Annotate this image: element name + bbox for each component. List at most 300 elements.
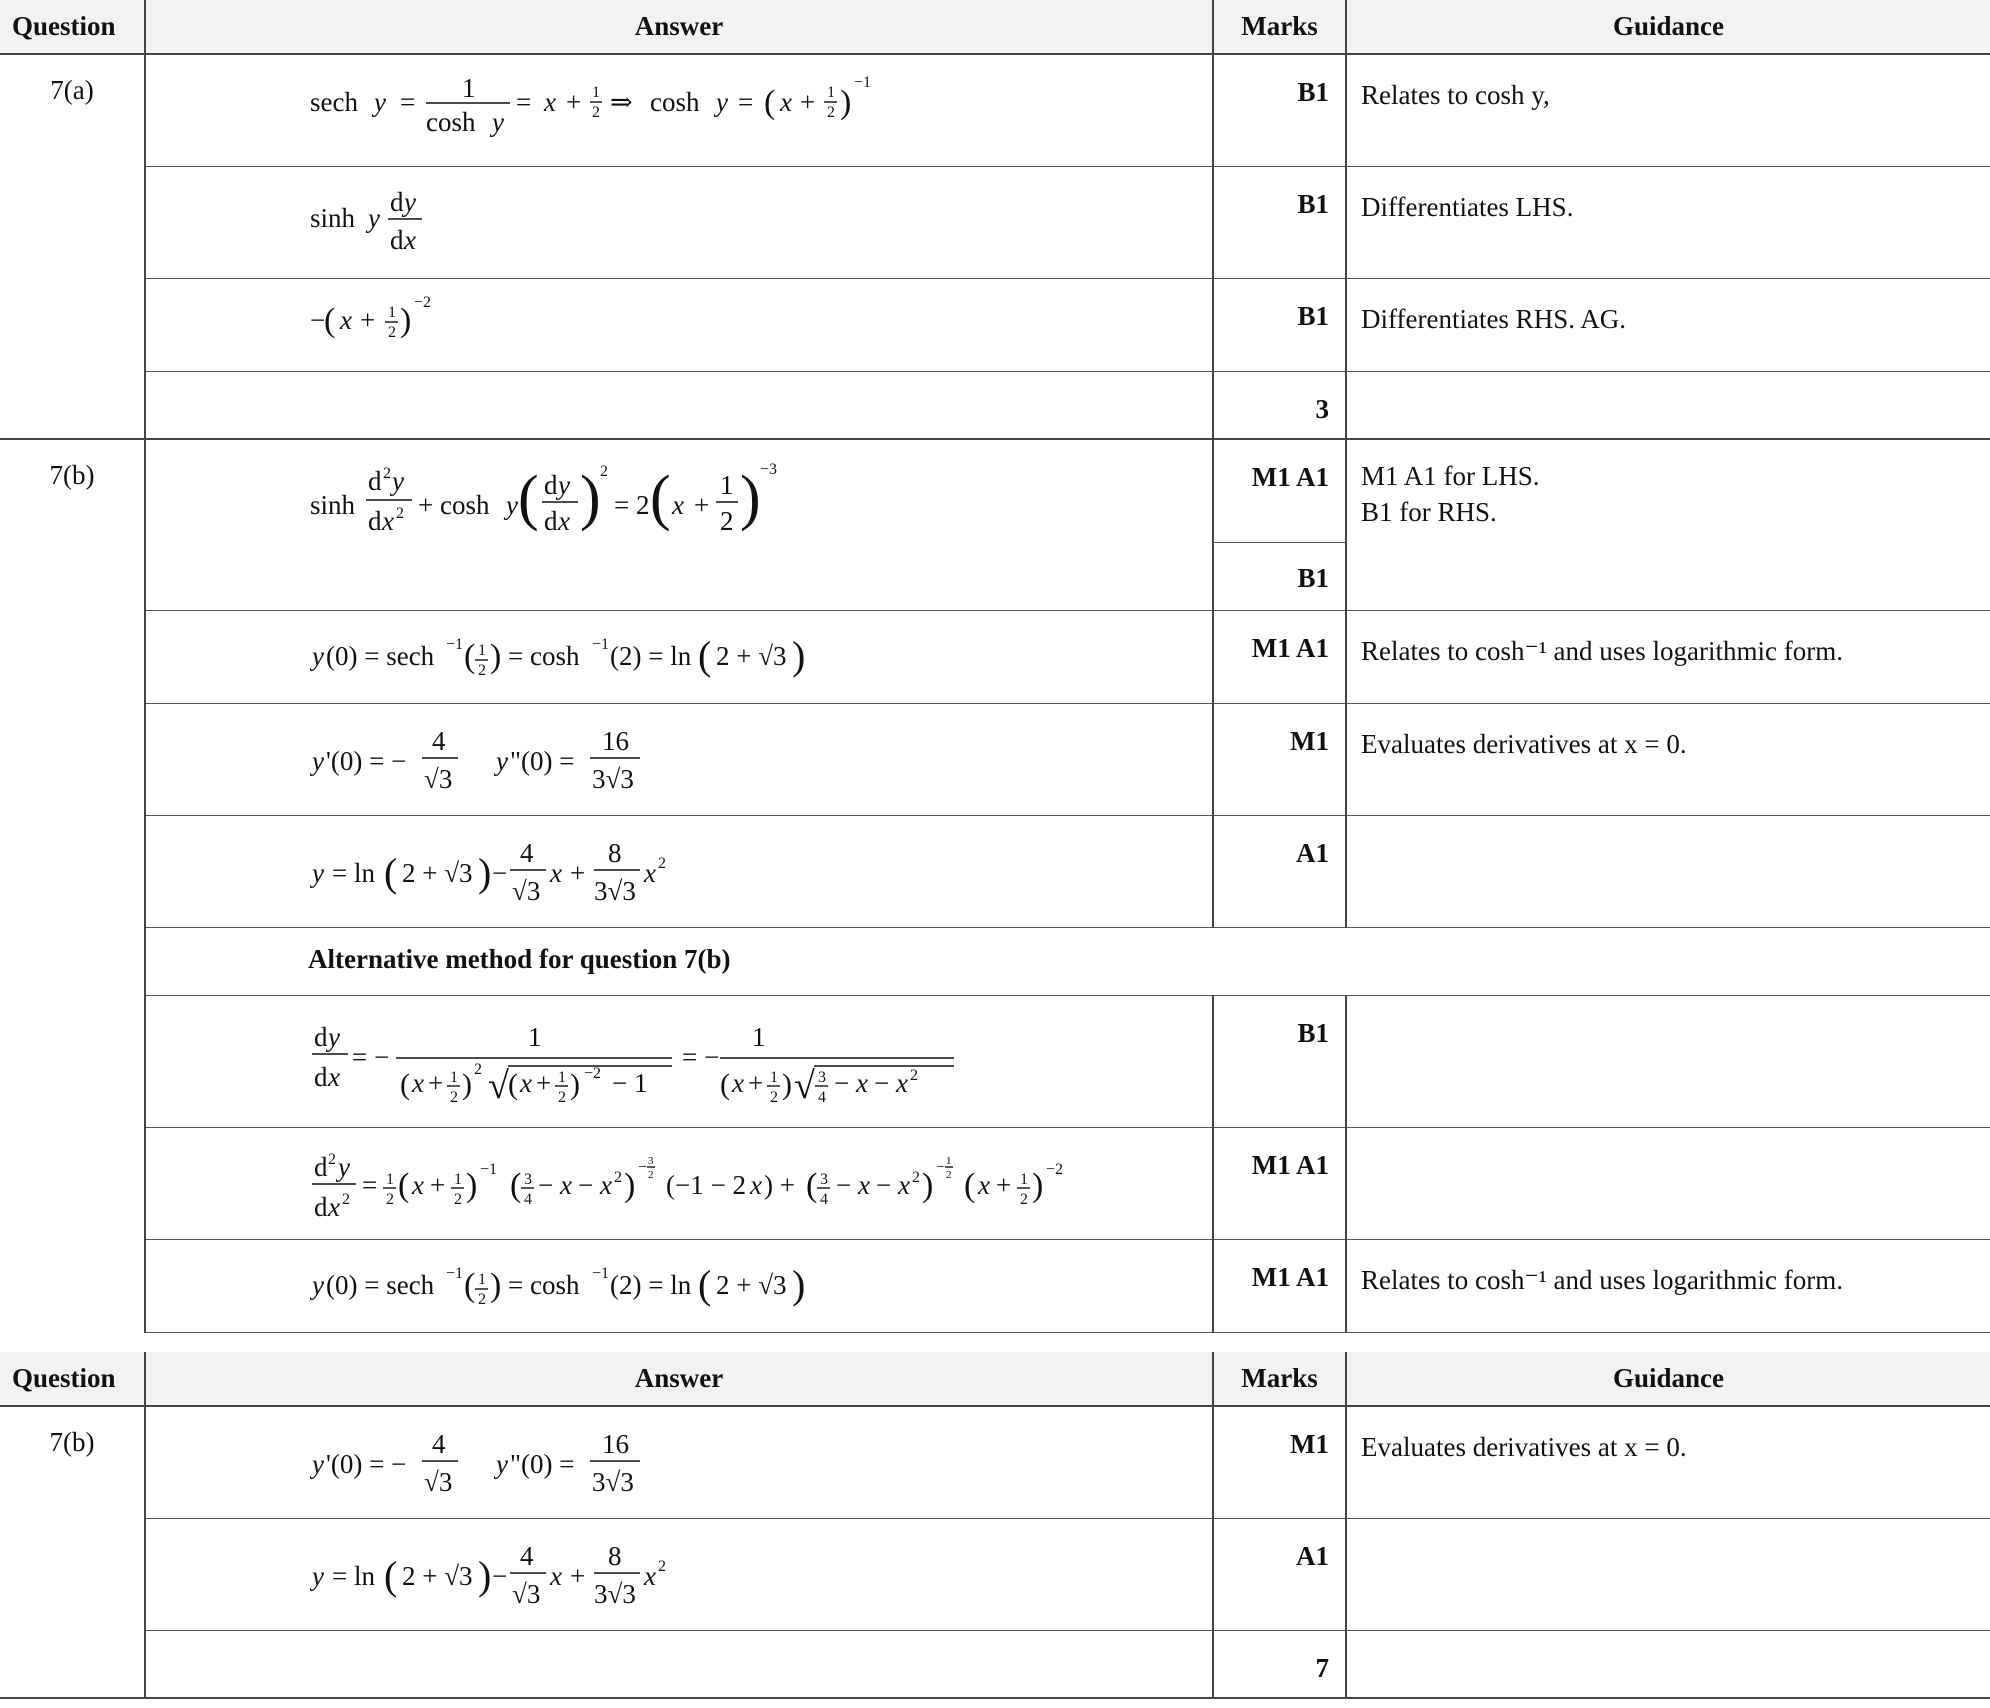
- svg-text:(0) = sech: (0) = sech: [326, 640, 435, 671]
- svg-text:2: 2: [454, 1190, 462, 1208]
- svg-text:1: 1: [454, 1170, 462, 1188]
- svg-text:−: −: [834, 1067, 850, 1098]
- marks-cell: B1: [1213, 166, 1346, 278]
- svg-text:1: 1: [558, 1068, 566, 1086]
- svg-text:2: 2: [558, 1088, 566, 1106]
- svg-text:4: 4: [520, 837, 534, 868]
- header-row: [0, 1352, 1990, 1406]
- svg-text:1: 1: [592, 84, 600, 101]
- svg-text:2: 2: [827, 104, 835, 121]
- svg-text:'(0) = −: '(0) = −: [326, 1449, 407, 1479]
- marks-cell: M1 A1: [1213, 1127, 1346, 1239]
- svg-text:(: (: [384, 1552, 398, 1598]
- row-7b-1: [0, 439, 1990, 542]
- svg-text:x: x: [856, 1067, 868, 1098]
- svg-text:+: +: [536, 1067, 552, 1098]
- svg-text:sech: sech: [310, 87, 358, 117]
- guidance-cell: Evaluates derivatives at x = 0.: [1346, 1406, 1990, 1518]
- svg-text:y: y: [312, 1269, 324, 1300]
- svg-text:x: x: [412, 1169, 424, 1200]
- row-7b-3: [0, 703, 1990, 815]
- svg-text:16: 16: [602, 725, 629, 756]
- svg-text:√: √: [488, 1064, 509, 1107]
- math-expression: [310, 177, 610, 257]
- svg-text:1: 1: [478, 1270, 486, 1288]
- svg-text:x: x: [780, 87, 792, 117]
- svg-text:cosh: cosh: [426, 107, 476, 137]
- svg-text:y: y: [558, 470, 570, 500]
- svg-text:√3: √3: [512, 875, 541, 906]
- answer-cell: [145, 1406, 1213, 1518]
- svg-text:(: (: [324, 301, 336, 339]
- guidance-cell: Relates to cosh⁻¹ and uses logarithmic form.: [1346, 610, 1990, 703]
- svg-text:y: y: [506, 490, 518, 520]
- math-expression: [310, 1529, 770, 1619]
- answer-cell: [145, 1518, 1213, 1630]
- svg-text:−: −: [638, 1158, 648, 1176]
- svg-text:16: 16: [602, 1429, 629, 1459]
- svg-text:): ): [1032, 1166, 1044, 1204]
- svg-text:d: d: [544, 506, 558, 536]
- svg-text:−1: −1: [592, 635, 610, 653]
- row-7a-2: [0, 166, 1990, 278]
- answer-cell: [145, 1127, 1213, 1239]
- svg-text:'(0) = −: '(0) = −: [326, 745, 407, 776]
- svg-text:=: =: [738, 87, 754, 117]
- svg-text:x: x: [898, 1169, 910, 1200]
- svg-text:3√3: 3√3: [594, 1578, 636, 1609]
- svg-text:2: 2: [658, 1557, 666, 1575]
- svg-text:−1: −1: [446, 635, 464, 653]
- svg-text:1: 1: [1020, 1170, 1028, 1188]
- svg-text:⇒: ⇒: [610, 87, 633, 117]
- svg-text:y: y: [374, 87, 386, 117]
- svg-text:y: y: [312, 1449, 324, 1479]
- question-label-7a: 7(a): [0, 54, 145, 439]
- svg-text:+: +: [570, 857, 586, 888]
- svg-text:−3: −3: [760, 461, 778, 478]
- svg-text:1: 1: [827, 84, 835, 101]
- svg-text:x: x: [896, 1067, 908, 1098]
- svg-text:y: y: [312, 745, 324, 776]
- svg-text:x: x: [340, 304, 352, 335]
- guidance-cell: Differentiates RHS. AG.: [1346, 278, 1990, 371]
- marks-cell: M1: [1213, 703, 1346, 815]
- svg-text:−1: −1: [592, 1264, 610, 1282]
- svg-text:+: +: [360, 304, 376, 335]
- svg-text:2: 2: [648, 1168, 654, 1181]
- row-7a-total: [0, 371, 1990, 439]
- marks-cell: M1 A1: [1213, 439, 1346, 542]
- svg-text:3√3: 3√3: [592, 1467, 634, 1497]
- svg-text:y: y: [716, 87, 728, 117]
- svg-text:1: 1: [720, 470, 734, 500]
- svg-text:): ): [570, 1067, 580, 1101]
- svg-text:2: 2: [636, 490, 650, 520]
- svg-text:8: 8: [608, 837, 622, 868]
- svg-text:x: x: [600, 1169, 612, 1200]
- header-question: Question: [0, 0, 145, 54]
- svg-text:2 + √3: 2 + √3: [716, 1269, 787, 1300]
- svg-text:x: x: [404, 224, 416, 255]
- svg-text:"(0) =: "(0) =: [510, 1449, 575, 1479]
- svg-text:): ): [792, 632, 806, 678]
- marks-cell: M1 A1: [1213, 610, 1346, 703]
- guidance-cell: Differentiates LHS.: [1346, 166, 1990, 278]
- svg-text:(: (: [650, 464, 671, 532]
- marks-cell: B1: [1213, 995, 1346, 1127]
- guidance-cell: Relates to cosh y,: [1346, 54, 1990, 166]
- guidance-cell: [1346, 1630, 1990, 1698]
- svg-text:x: x: [412, 1067, 424, 1098]
- svg-text:x: x: [382, 506, 394, 536]
- svg-text:): ): [462, 1067, 472, 1101]
- svg-text:x: x: [328, 1191, 340, 1222]
- svg-text:(: (: [518, 464, 539, 532]
- answer-cell: [145, 610, 1213, 703]
- svg-text:2: 2: [383, 465, 391, 482]
- svg-text:x: x: [550, 1560, 562, 1591]
- svg-text:(2) = ln: (2) = ln: [610, 640, 692, 671]
- guidance-cell: [1346, 439, 1990, 610]
- svg-text:y: y: [492, 107, 504, 137]
- svg-text:√3: √3: [424, 1467, 453, 1497]
- row-alt-heading: [0, 927, 1990, 995]
- svg-text:d: d: [390, 224, 404, 255]
- row-7b-cont-2: [0, 1518, 1990, 1630]
- svg-text:8: 8: [608, 1540, 622, 1571]
- svg-text:d: d: [314, 1061, 328, 1092]
- svg-text:2: 2: [614, 1168, 622, 1186]
- alternative-method-heading: Alternative method for question 7(b): [145, 927, 1990, 995]
- svg-text:d: d: [544, 470, 558, 500]
- svg-text:+: +: [694, 490, 710, 520]
- svg-text:): ): [782, 1067, 792, 1101]
- svg-text:= cosh: = cosh: [508, 1269, 580, 1300]
- svg-text:2: 2: [720, 506, 734, 536]
- svg-text:4: 4: [524, 1190, 532, 1208]
- svg-text:x: x: [558, 506, 570, 536]
- svg-text:x: x: [644, 857, 656, 888]
- svg-text:1: 1: [386, 1170, 394, 1188]
- svg-text:2 + √3: 2 + √3: [716, 640, 787, 671]
- svg-text:−: −: [876, 1169, 892, 1200]
- math-expression: [310, 1006, 990, 1116]
- header-answer: Answer: [145, 1352, 1213, 1406]
- svg-text:+: +: [748, 1067, 764, 1098]
- svg-text:√: √: [794, 1064, 815, 1107]
- svg-text:y: y: [328, 1021, 340, 1052]
- svg-text:4: 4: [432, 1429, 446, 1459]
- svg-text:2: 2: [600, 463, 608, 480]
- svg-text:3: 3: [648, 1154, 654, 1167]
- svg-text:cosh: cosh: [650, 87, 700, 117]
- svg-text:= ln: = ln: [332, 857, 375, 888]
- guidance-cell: Relates to cosh⁻¹ and uses logarithmic form.: [1346, 1239, 1990, 1332]
- svg-text:(2) = ln: (2) = ln: [610, 1269, 692, 1300]
- svg-text:2: 2: [388, 323, 396, 341]
- answer-cell: [145, 815, 1213, 927]
- svg-text:) +: ) +: [764, 1169, 795, 1200]
- answer-cell: [145, 278, 1213, 371]
- svg-text:): ): [478, 849, 492, 895]
- svg-text:(: (: [384, 849, 398, 895]
- svg-text:2: 2: [658, 854, 666, 872]
- svg-text:): ): [624, 1166, 636, 1204]
- svg-text:√3: √3: [424, 763, 453, 794]
- header-question: Question: [0, 1352, 145, 1406]
- svg-text:x: x: [858, 1169, 870, 1200]
- mark-scheme-table-2: [0, 1352, 1990, 1699]
- svg-text:): ): [490, 637, 502, 675]
- svg-text:x: x: [978, 1169, 990, 1200]
- svg-text:−: −: [874, 1067, 890, 1098]
- marks-cell: B1: [1213, 54, 1346, 166]
- math-expression: [310, 289, 610, 349]
- svg-text:+: +: [996, 1169, 1012, 1200]
- marks-total: 7: [1213, 1630, 1346, 1698]
- svg-text:1: 1: [388, 303, 396, 321]
- guidance-cell: [1346, 1518, 1990, 1630]
- svg-text:2: 2: [910, 1066, 918, 1084]
- svg-text:y: y: [496, 1449, 508, 1479]
- svg-text:d: d: [314, 1151, 328, 1182]
- svg-text:1: 1: [752, 1021, 766, 1052]
- svg-text:3: 3: [524, 1170, 532, 1188]
- svg-text:−: −: [578, 1169, 594, 1200]
- svg-text:= ln: = ln: [332, 1560, 375, 1591]
- svg-text:−1: −1: [446, 1264, 464, 1282]
- question-label-7b-cont: 7(b): [0, 1406, 145, 1698]
- svg-text:1: 1: [770, 1068, 778, 1086]
- svg-text:=: =: [614, 490, 630, 520]
- svg-text:): ): [792, 1261, 806, 1307]
- question-label-7b: 7(b): [0, 439, 145, 1332]
- svg-text:d: d: [314, 1021, 328, 1052]
- svg-text:x: x: [544, 87, 556, 117]
- svg-text:(: (: [464, 1266, 476, 1304]
- svg-text:= −: = −: [352, 1041, 390, 1072]
- svg-text:y: y: [392, 466, 404, 496]
- guidance-line: M1 A1 for LHS.: [1361, 461, 1540, 491]
- svg-text:2 + √3: 2 + √3: [402, 1560, 473, 1591]
- svg-text:(: (: [508, 1067, 518, 1101]
- svg-text:sinh: sinh: [310, 202, 356, 233]
- guidance-cell: [1346, 995, 1990, 1127]
- answer-cell: [145, 166, 1213, 278]
- row-alt-3: [0, 1239, 1990, 1332]
- header-marks: Marks: [1213, 0, 1346, 54]
- answer-cell: [145, 54, 1213, 166]
- svg-text:1: 1: [462, 73, 476, 103]
- svg-text:y: y: [404, 186, 416, 217]
- svg-text:cosh: cosh: [440, 490, 490, 520]
- row-alt-1: [0, 995, 1990, 1127]
- header-answer: Answer: [145, 0, 1213, 54]
- svg-text:=: =: [362, 1169, 378, 1200]
- row-7b-total: [0, 1630, 1990, 1698]
- svg-text:2: 2: [474, 1060, 482, 1078]
- guidance-cell: Evaluates derivatives at x = 0.: [1346, 703, 1990, 815]
- svg-text:+: +: [430, 1169, 446, 1200]
- svg-text:"(0) =: "(0) =: [510, 745, 575, 776]
- row-7a-1: [0, 54, 1990, 166]
- svg-text:4: 4: [432, 725, 446, 756]
- svg-text:): ): [840, 84, 852, 121]
- svg-text:y: y: [368, 202, 380, 233]
- svg-text:y: y: [312, 640, 324, 671]
- svg-text:=: =: [400, 87, 416, 117]
- svg-text:+: +: [566, 87, 582, 117]
- svg-text:+: +: [800, 87, 816, 117]
- row-7a-3: [0, 278, 1990, 371]
- svg-text:): ): [478, 1552, 492, 1598]
- svg-text:+: +: [418, 490, 434, 520]
- guidance-cell: [1346, 1127, 1990, 1239]
- row-alt-2: [0, 1127, 1990, 1239]
- header-guidance: Guidance: [1346, 1352, 1990, 1406]
- svg-text:+: +: [570, 1560, 586, 1591]
- svg-text:(: (: [806, 1166, 818, 1204]
- marks-cell: M1: [1213, 1406, 1346, 1518]
- math-expression: [146, 67, 872, 137]
- svg-text:4: 4: [820, 1190, 828, 1208]
- svg-text:−: −: [936, 1158, 946, 1176]
- svg-text:2: 2: [912, 1168, 920, 1186]
- svg-text:2: 2: [450, 1088, 458, 1106]
- svg-text:d: d: [390, 186, 404, 217]
- svg-text:2: 2: [328, 1150, 336, 1168]
- svg-text:d: d: [368, 506, 382, 536]
- svg-text:(: (: [720, 1067, 730, 1101]
- answer-cell: [145, 703, 1213, 815]
- svg-text:(0) = sech: (0) = sech: [326, 1269, 435, 1300]
- svg-text:3√3: 3√3: [592, 763, 634, 794]
- marks-cell: M1 A1: [1213, 1239, 1346, 1332]
- math-expression: [310, 1254, 870, 1314]
- guidance-line: B1 for RHS.: [1361, 497, 1497, 527]
- svg-text:3√3: 3√3: [594, 875, 636, 906]
- svg-text:−: −: [492, 857, 508, 888]
- svg-text:d: d: [314, 1191, 328, 1222]
- marks-cell: A1: [1213, 815, 1346, 927]
- svg-text:): ): [922, 1166, 934, 1204]
- svg-text:sinh: sinh: [310, 490, 356, 520]
- svg-text:−1: −1: [480, 1160, 498, 1178]
- svg-text:y: y: [496, 745, 508, 776]
- row-7b-cont-1: [0, 1406, 1990, 1518]
- svg-text:x: x: [328, 1061, 340, 1092]
- math-expression: [310, 625, 870, 685]
- svg-text:x: x: [732, 1067, 744, 1098]
- svg-text:= cosh: = cosh: [508, 640, 580, 671]
- svg-text:2: 2: [478, 1290, 486, 1308]
- answer-cell: [145, 1630, 1213, 1698]
- svg-text:1: 1: [478, 641, 486, 659]
- svg-text:−: −: [492, 1560, 508, 1591]
- svg-text:y: y: [338, 1151, 350, 1182]
- answer-cell: [145, 1239, 1213, 1332]
- svg-text:): ): [466, 1166, 478, 1204]
- row-7b-2: [0, 610, 1990, 703]
- svg-text:x: x: [560, 1169, 572, 1200]
- math-expression: [310, 1138, 1110, 1228]
- svg-text:1: 1: [528, 1021, 542, 1052]
- svg-text:): ): [490, 1266, 502, 1304]
- svg-text:(: (: [398, 1166, 410, 1204]
- guidance-cell: [1346, 815, 1990, 927]
- svg-text:1: 1: [946, 1154, 952, 1167]
- svg-text:): ): [580, 464, 601, 532]
- svg-text:2: 2: [342, 1190, 350, 1208]
- marks-total: 3: [1213, 371, 1346, 439]
- svg-text:(: (: [698, 1261, 712, 1307]
- svg-text:2: 2: [770, 1088, 778, 1106]
- svg-text:y: y: [312, 857, 324, 888]
- guidance-cell: [1346, 371, 1990, 439]
- svg-text:4: 4: [818, 1088, 826, 1106]
- svg-text:(−1 − 2: (−1 − 2: [666, 1169, 746, 1200]
- marks-cell: B1: [1213, 542, 1346, 610]
- math-expression: [310, 714, 710, 804]
- svg-text:−2: −2: [584, 1064, 602, 1082]
- svg-text:2 + √3: 2 + √3: [402, 857, 473, 888]
- svg-text:−2: −2: [1046, 1160, 1064, 1178]
- svg-text:4: 4: [520, 1540, 534, 1571]
- svg-text:x: x: [520, 1067, 532, 1098]
- svg-text:2: 2: [1020, 1190, 1028, 1208]
- svg-text:): ): [740, 464, 761, 532]
- svg-text:(: (: [964, 1166, 976, 1204]
- answer-cell: [145, 371, 1213, 439]
- math-expression: [310, 826, 770, 916]
- svg-text:=: =: [516, 87, 532, 117]
- svg-text:2: 2: [478, 661, 486, 679]
- svg-text:x: x: [550, 857, 562, 888]
- svg-text:y: y: [312, 1560, 324, 1591]
- svg-text:): ): [400, 301, 412, 339]
- svg-text:+: +: [428, 1067, 444, 1098]
- svg-text:2: 2: [386, 1190, 394, 1208]
- header-guidance: Guidance: [1346, 0, 1990, 54]
- header-row: [0, 0, 1990, 54]
- svg-text:(: (: [464, 637, 476, 675]
- svg-text:− 1: − 1: [612, 1067, 648, 1098]
- svg-text:(: (: [400, 1067, 410, 1101]
- header-marks: Marks: [1213, 1352, 1346, 1406]
- answer-cell: [145, 995, 1213, 1127]
- svg-text:d: d: [368, 466, 382, 496]
- svg-text:x: x: [644, 1560, 656, 1591]
- svg-text:(: (: [698, 632, 712, 678]
- row-7b-4: [0, 815, 1990, 927]
- svg-text:1: 1: [450, 1068, 458, 1086]
- svg-text:x: x: [750, 1169, 762, 1200]
- svg-text:2: 2: [946, 1168, 952, 1181]
- svg-text:(: (: [764, 84, 776, 121]
- marks-cell: A1: [1213, 1518, 1346, 1630]
- math-expression: [310, 450, 870, 560]
- svg-text:√3: √3: [512, 1578, 541, 1609]
- svg-text:−: −: [538, 1169, 554, 1200]
- svg-text:−: −: [310, 304, 326, 335]
- svg-text:2: 2: [396, 505, 404, 522]
- svg-text:−: −: [836, 1169, 852, 1200]
- answer-cell: [145, 439, 1213, 610]
- svg-text:2: 2: [592, 104, 600, 121]
- svg-text:3: 3: [818, 1068, 826, 1086]
- svg-text:−2: −2: [414, 293, 432, 311]
